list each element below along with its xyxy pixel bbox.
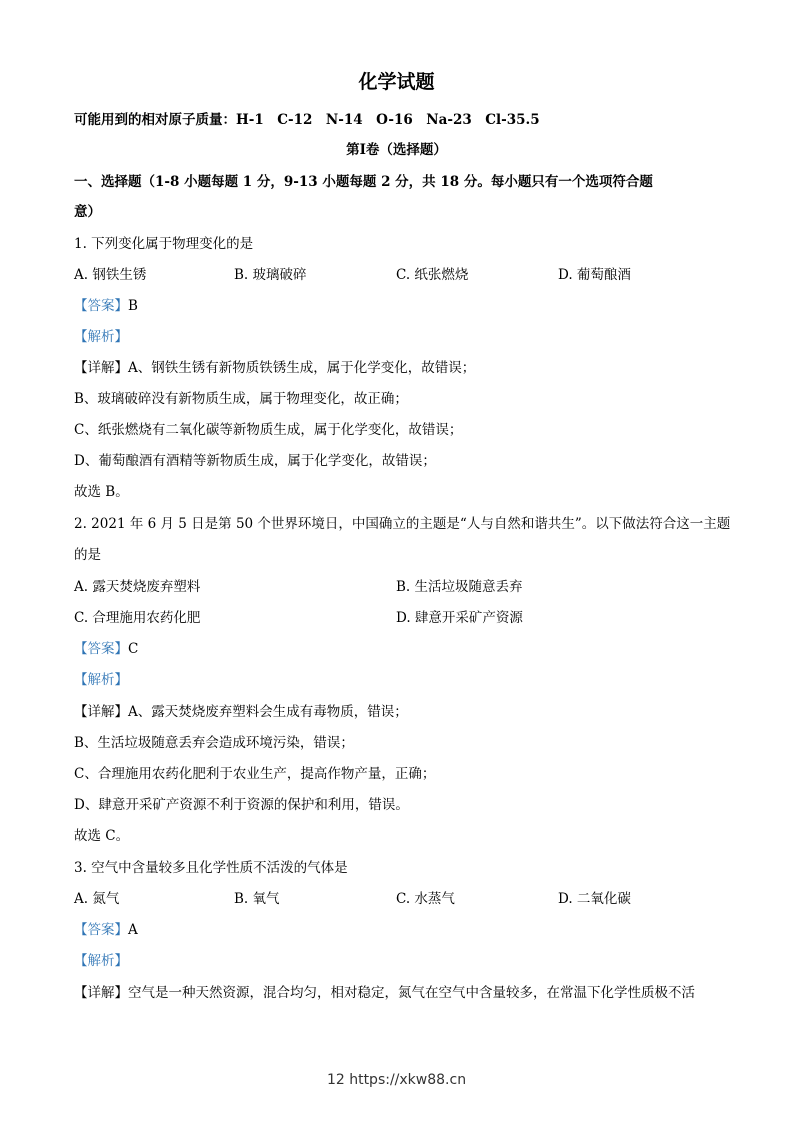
question-1-answer	[74, 297, 734, 315]
question-2-option-b: B. 生活垃圾随意丢弃	[396, 579, 523, 595]
analysis-label: 【解析】	[74, 953, 128, 969]
detail-label: 【详解】	[74, 360, 128, 376]
question-1-conclusion: 故选 B。	[74, 484, 129, 500]
question-1-detail-3: C、纸张燃烧有二氧化碳等新物质生成，属于化学变化，故错误；	[74, 422, 463, 438]
answer-label: 【答案】	[74, 298, 128, 314]
answer-label: 【答案】	[74, 641, 128, 657]
answer-value: C	[128, 641, 139, 657]
atomic-masses: 可能用到的相对原子质量：H-1 C-12 N-14 O-16 Na-23 Cl-35.5	[74, 112, 540, 128]
question-3-option-a: A. 氮气	[74, 891, 120, 907]
question-3-answer	[74, 921, 734, 939]
question-1-detail-2: B、玻璃破碎没有新物质生成，属于物理变化，故正确；	[74, 391, 408, 407]
volume-heading: 第Ⅰ卷（选择题）	[346, 142, 447, 158]
answer-value: B	[128, 298, 138, 314]
question-3-option-b: B. 氧气	[234, 891, 280, 907]
question-2-detail-4: D、肆意开采矿产资源不利于资源的保护和利用，错误。	[74, 797, 409, 813]
detail-text: 空气是一种天然资源，混合均匀，相对稳定，氮气在空气中含量较多，在常温下化学性质极不活	[128, 985, 695, 1001]
question-1-detail-1	[74, 359, 734, 377]
section-heading: 一、选择题（1-8 小题每题 1 分，9-13 小题每题 2 分，共 18 分。每小题只有一个选项符合题	[74, 174, 653, 190]
question-2-conclusion: 故选 C。	[74, 828, 130, 844]
question-1-option-d: D. 葡萄酿酒	[558, 267, 631, 283]
page-footer: 12 https://xkw88.cn	[326, 1072, 467, 1088]
question-2-detail-3: C、合理施用农药化肥利于农业生产，提高作物产量，正确；	[74, 766, 436, 782]
question-1-option-a: A. 钢铁生锈	[74, 267, 147, 283]
section-heading-continued: 意）	[74, 204, 101, 220]
question-1-option-c: C. 纸张燃烧	[396, 267, 469, 283]
answer-value: A	[128, 922, 138, 938]
question-2-answer	[74, 640, 734, 658]
question-2-stem: 2. 2021 年 6 月 5 日是第 50 个世界环境日，中国确立的主题是“人与自然和谐共生”。以下做法符合这一主题	[74, 516, 731, 532]
question-2-option-d: D. 肆意开采矿产资源	[396, 610, 523, 626]
analysis-label: 【解析】	[74, 329, 128, 345]
question-3-detail-1	[74, 984, 734, 1002]
detail-label: 【详解】	[74, 985, 128, 1001]
question-1-stem: 1. 下列变化属于物理变化的是	[74, 236, 254, 252]
detail-label: 【详解】	[74, 704, 128, 720]
question-1-option-b: B. 玻璃破碎	[234, 267, 307, 283]
analysis-label: 【解析】	[74, 672, 128, 688]
question-2-option-a: A. 露天焚烧废弃塑料	[74, 579, 201, 595]
detail-text: A、露天焚烧废弃塑料会生成有毒物质，错误；	[128, 704, 408, 720]
answer-label: 【答案】	[74, 922, 128, 938]
question-2-detail-1	[74, 703, 734, 721]
question-2-option-c: C. 合理施用农药化肥	[74, 610, 201, 626]
question-2-detail-2: B、生活垃圾随意丢弃会造成环境污染，错误；	[74, 735, 354, 751]
page-title: 化学试题	[358, 71, 435, 93]
question-1-detail-4: D、葡萄酿酒有酒精等新物质生成，属于化学变化，故错误；	[74, 453, 436, 469]
detail-text: A、钢铁生锈有新物质铁锈生成，属于化学变化，故错误；	[128, 360, 476, 376]
question-3-option-d: D. 二氧化碳	[558, 891, 631, 907]
question-3-stem: 3. 空气中含量较多且化学性质不活泼的气体是	[74, 860, 348, 876]
question-2-stem-continued: 的是	[74, 547, 101, 563]
question-3-option-c: C. 水蒸气	[396, 891, 455, 907]
